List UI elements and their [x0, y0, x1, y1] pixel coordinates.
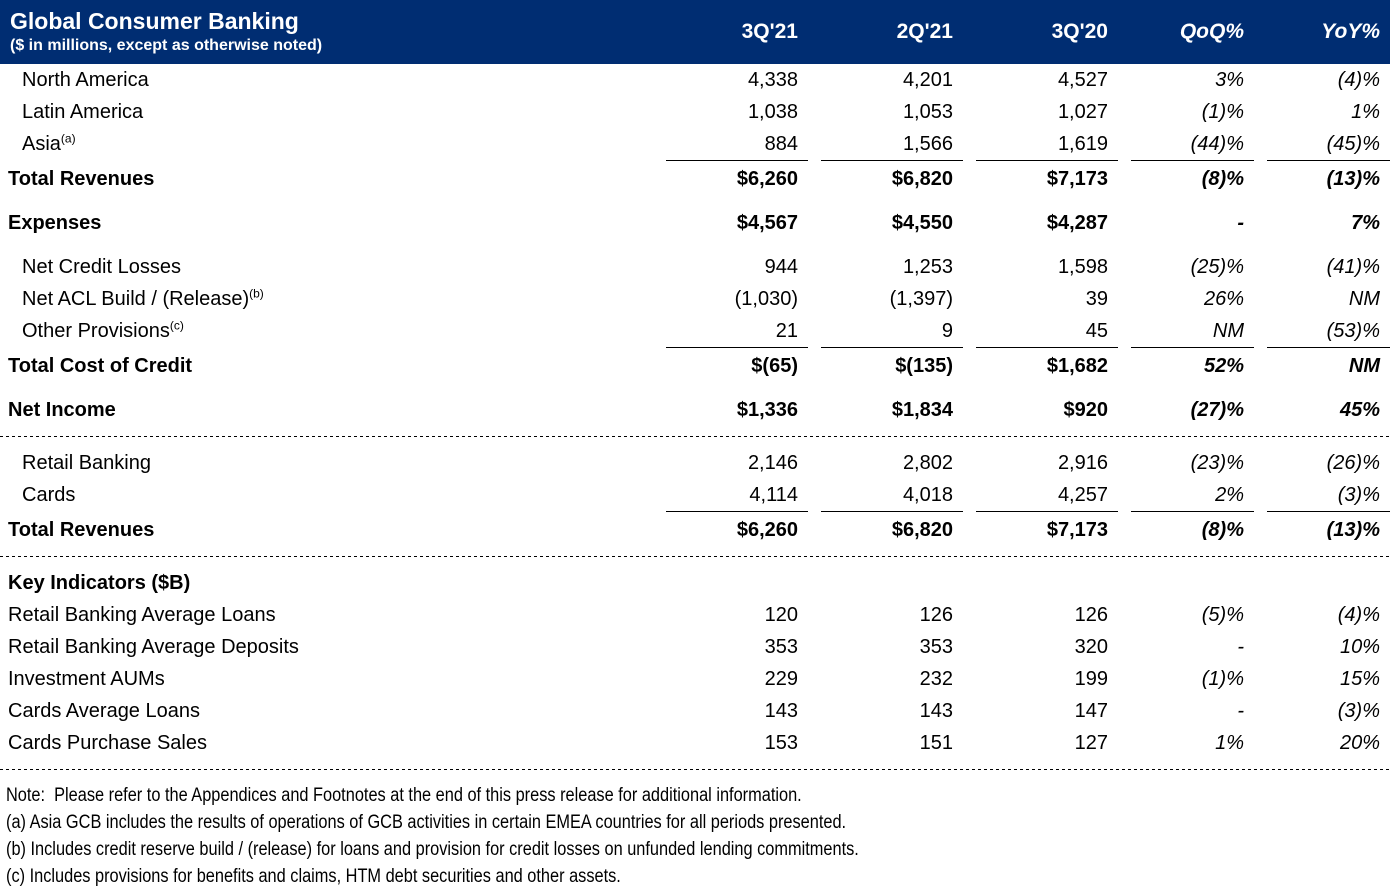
- value-cell: (25)%: [1190, 256, 1244, 278]
- value-cell: 353: [919, 636, 953, 658]
- value-cell: (27)%: [1190, 399, 1244, 421]
- header-title-block: [0, 7, 653, 57]
- value-cell: $6,820: [891, 519, 953, 541]
- value-cell: $4,287: [1046, 212, 1108, 234]
- value-cell: 127: [1074, 732, 1108, 754]
- value-cell: (1,030): [734, 288, 798, 310]
- table-row: [0, 163, 1390, 195]
- value-cell: 4,201: [902, 69, 953, 91]
- row-label-text: Retail Banking: [22, 452, 151, 474]
- dashed-separator: [0, 436, 1390, 437]
- value-cell: 229: [764, 668, 798, 690]
- value-cell: NM: [1348, 355, 1380, 377]
- row-label-text: Expenses: [8, 212, 102, 234]
- value-cell: (23)%: [1190, 452, 1244, 474]
- value-cell: $6,820: [891, 168, 953, 190]
- table-row: [0, 514, 1390, 546]
- value-cell: 199: [1074, 668, 1108, 690]
- row-label: [0, 663, 653, 695]
- value-cell: (45)%: [1267, 128, 1390, 161]
- row-label: [0, 350, 653, 382]
- row-label: [0, 514, 653, 546]
- value-cell: 45: [976, 315, 1118, 348]
- value-cell: $7,173: [1046, 168, 1108, 190]
- footnote-text: Note: Please refer to the Appendices and Footnotes at the end of this press release for additional information.: [6, 785, 802, 806]
- footnote-line: [0, 782, 1390, 809]
- value-cell: 2%: [1131, 479, 1254, 512]
- value-cell: 143: [919, 700, 953, 722]
- row-label: [0, 163, 653, 195]
- table-row: [0, 96, 1390, 128]
- value-cell: (53)%: [1267, 315, 1390, 348]
- row-label-text: Cards Purchase Sales: [8, 732, 207, 754]
- footnote-text: (c) Includes provisions for benefits and claims, HTM debt securities and other assets.: [6, 866, 621, 887]
- row-label: [0, 251, 653, 283]
- row-label: [0, 315, 653, 347]
- value-cell: 153: [764, 732, 798, 754]
- value-cell: 4,527: [1057, 69, 1108, 91]
- footnote-marker: (b): [249, 286, 264, 301]
- value-cell: (5)%: [1201, 604, 1244, 626]
- row-label-text: Net Credit Losses: [22, 256, 181, 278]
- table-row: [0, 695, 1390, 727]
- footnote-marker: (a): [60, 131, 76, 146]
- table-row: [0, 663, 1390, 695]
- row-label-text: Other Provisions: [22, 320, 170, 342]
- table-row: [0, 350, 1390, 382]
- dashed-separator: [0, 556, 1390, 557]
- row-label-text: Retail Banking Average Loans: [8, 604, 276, 626]
- table-row: [0, 479, 1390, 512]
- dashed-separator: [0, 769, 1390, 770]
- value-cell: 1,566: [821, 128, 963, 161]
- value-cell: 2,802: [902, 452, 953, 474]
- value-cell: 120: [764, 604, 798, 626]
- row-label: [0, 64, 653, 96]
- value-cell: (3)%: [1337, 700, 1380, 722]
- footnote-line: [0, 809, 1390, 836]
- row-label: [0, 695, 653, 727]
- row-label-text: Total Cost of Credit: [8, 355, 193, 377]
- value-cell: 10%: [1339, 636, 1380, 658]
- table-row: [0, 207, 1390, 239]
- value-cell: 52%: [1203, 355, 1244, 377]
- table-row: [0, 315, 1390, 348]
- table-row: [0, 567, 1390, 599]
- table-row: [0, 128, 1390, 161]
- row-label-text: Retail Banking Average Deposits: [8, 636, 299, 658]
- column-header-qoq: QoQ%: [1179, 20, 1244, 43]
- value-cell: (8)%: [1201, 168, 1244, 190]
- value-cell: (4)%: [1337, 69, 1380, 91]
- column-header-2q21: 2Q'21: [896, 20, 953, 43]
- value-cell: 9: [821, 315, 963, 348]
- row-label-text: Investment AUMs: [8, 668, 165, 690]
- value-cell: (13)%: [1326, 519, 1380, 541]
- row-label: [0, 207, 653, 239]
- value-cell: NM: [1348, 288, 1380, 310]
- value-cell: 7%: [1351, 212, 1380, 234]
- value-cell: (8)%: [1201, 519, 1244, 541]
- value-cell: 1,038: [747, 101, 798, 123]
- table-header-bar: [0, 0, 1390, 64]
- value-cell: 3%: [1215, 69, 1244, 91]
- value-cell: 45%: [1339, 399, 1380, 421]
- value-cell: 2,916: [1057, 452, 1108, 474]
- row-label-text: Asia: [22, 133, 61, 155]
- value-cell: 143: [764, 700, 798, 722]
- table-row: [0, 251, 1390, 283]
- value-cell: NM: [1131, 315, 1254, 348]
- value-cell: $6,260: [736, 519, 798, 541]
- value-cell: (1,397): [889, 288, 953, 310]
- footnotes: [0, 780, 1390, 890]
- value-cell: 1%: [1215, 732, 1244, 754]
- row-label: [0, 394, 653, 426]
- row-label-text: Net ACL Build / (Release): [22, 288, 250, 310]
- row-label-text: Cards Average Loans: [8, 700, 200, 722]
- row-label-text: Total Revenues: [8, 519, 155, 541]
- row-label-text: North America: [22, 69, 149, 91]
- value-cell: (13)%: [1326, 168, 1380, 190]
- table-row: [0, 727, 1390, 759]
- page-subtitle: ($ in millions, except as otherwise noted): [10, 37, 323, 54]
- row-label: [0, 631, 653, 663]
- value-cell: $1,336: [736, 399, 798, 421]
- table-row: [0, 394, 1390, 426]
- value-cell: 1%: [1351, 101, 1380, 123]
- table-row: [0, 447, 1390, 479]
- value-cell: 1,253: [902, 256, 953, 278]
- table-row: [0, 64, 1390, 96]
- value-cell: 944: [764, 256, 798, 278]
- value-cell: $1,682: [1046, 355, 1108, 377]
- value-cell: $7,173: [1046, 519, 1108, 541]
- value-cell: (1)%: [1201, 101, 1244, 123]
- table-row: [0, 599, 1390, 631]
- row-label: [0, 128, 653, 160]
- row-label-text: Key Indicators ($B): [8, 572, 191, 594]
- value-cell: 232: [919, 668, 953, 690]
- row-label: [0, 599, 653, 631]
- table-row: [0, 283, 1390, 315]
- row-label: [0, 447, 653, 479]
- footnote-line: [0, 836, 1390, 863]
- value-cell: 884: [666, 128, 808, 161]
- value-cell: $920: [1063, 399, 1108, 421]
- value-cell: 151: [919, 732, 953, 754]
- value-cell: 20%: [1339, 732, 1380, 754]
- row-label: [0, 479, 653, 511]
- row-label: [0, 567, 1390, 599]
- footnote-text: (a) Asia GCB includes the results of operations of GCB activities in certain EMEA countries for all periods presented.: [6, 812, 847, 833]
- value-cell: -: [1237, 636, 1244, 658]
- value-cell: $4,567: [736, 212, 798, 234]
- value-cell: $4,550: [891, 212, 953, 234]
- row-label-text: Cards: [22, 484, 76, 506]
- column-header-3q21: 3Q'21: [741, 20, 798, 43]
- value-cell: (3)%: [1267, 479, 1390, 512]
- page-title: Global Consumer Banking: [10, 8, 299, 34]
- column-header-yoy: YoY%: [1321, 20, 1380, 43]
- value-cell: 126: [919, 604, 953, 626]
- row-label-text: Latin America: [22, 101, 144, 123]
- row-label: [0, 283, 653, 315]
- value-cell: (41)%: [1326, 256, 1380, 278]
- value-cell: (26)%: [1326, 452, 1380, 474]
- value-cell: 39: [1085, 288, 1108, 310]
- value-cell: 15%: [1339, 668, 1380, 690]
- value-cell: 1,053: [902, 101, 953, 123]
- row-label: [0, 727, 653, 759]
- row-label: [0, 96, 653, 128]
- table-row: [0, 631, 1390, 663]
- value-cell: -: [1237, 700, 1244, 722]
- value-cell: 21: [666, 315, 808, 348]
- footnote-text: (b) Includes credit reserve build / (release) for loans and provision for credit losses on unfunded lending commitments.: [6, 839, 859, 860]
- table-body: [0, 64, 1390, 770]
- value-cell: 126: [1074, 604, 1108, 626]
- row-label-text: Net Income: [8, 399, 116, 421]
- footnote-marker: (c): [169, 318, 184, 333]
- value-cell: 1,598: [1057, 256, 1108, 278]
- value-cell: 320: [1074, 636, 1108, 658]
- value-cell: (4)%: [1337, 604, 1380, 626]
- value-cell: 147: [1074, 700, 1108, 722]
- footnote-line: [0, 863, 1390, 890]
- column-header-3q20: 3Q'20: [1051, 20, 1108, 43]
- value-cell: (1)%: [1201, 668, 1244, 690]
- value-cell: 1,619: [976, 128, 1118, 161]
- value-cell: (44)%: [1131, 128, 1254, 161]
- value-cell: 1,027: [1057, 101, 1108, 123]
- value-cell: -: [1237, 212, 1244, 234]
- value-cell: 26%: [1203, 288, 1244, 310]
- value-cell: $(135): [895, 355, 953, 377]
- value-cell: 2,146: [747, 452, 798, 474]
- value-cell: 4,114: [666, 479, 808, 512]
- value-cell: $(65): [751, 355, 798, 377]
- value-cell: 4,257: [976, 479, 1118, 512]
- value-cell: $1,834: [891, 399, 953, 421]
- value-cell: $6,260: [736, 168, 798, 190]
- value-cell: 4,338: [747, 69, 798, 91]
- value-cell: 353: [764, 636, 798, 658]
- value-cell: 4,018: [821, 479, 963, 512]
- row-label-text: Total Revenues: [8, 168, 155, 190]
